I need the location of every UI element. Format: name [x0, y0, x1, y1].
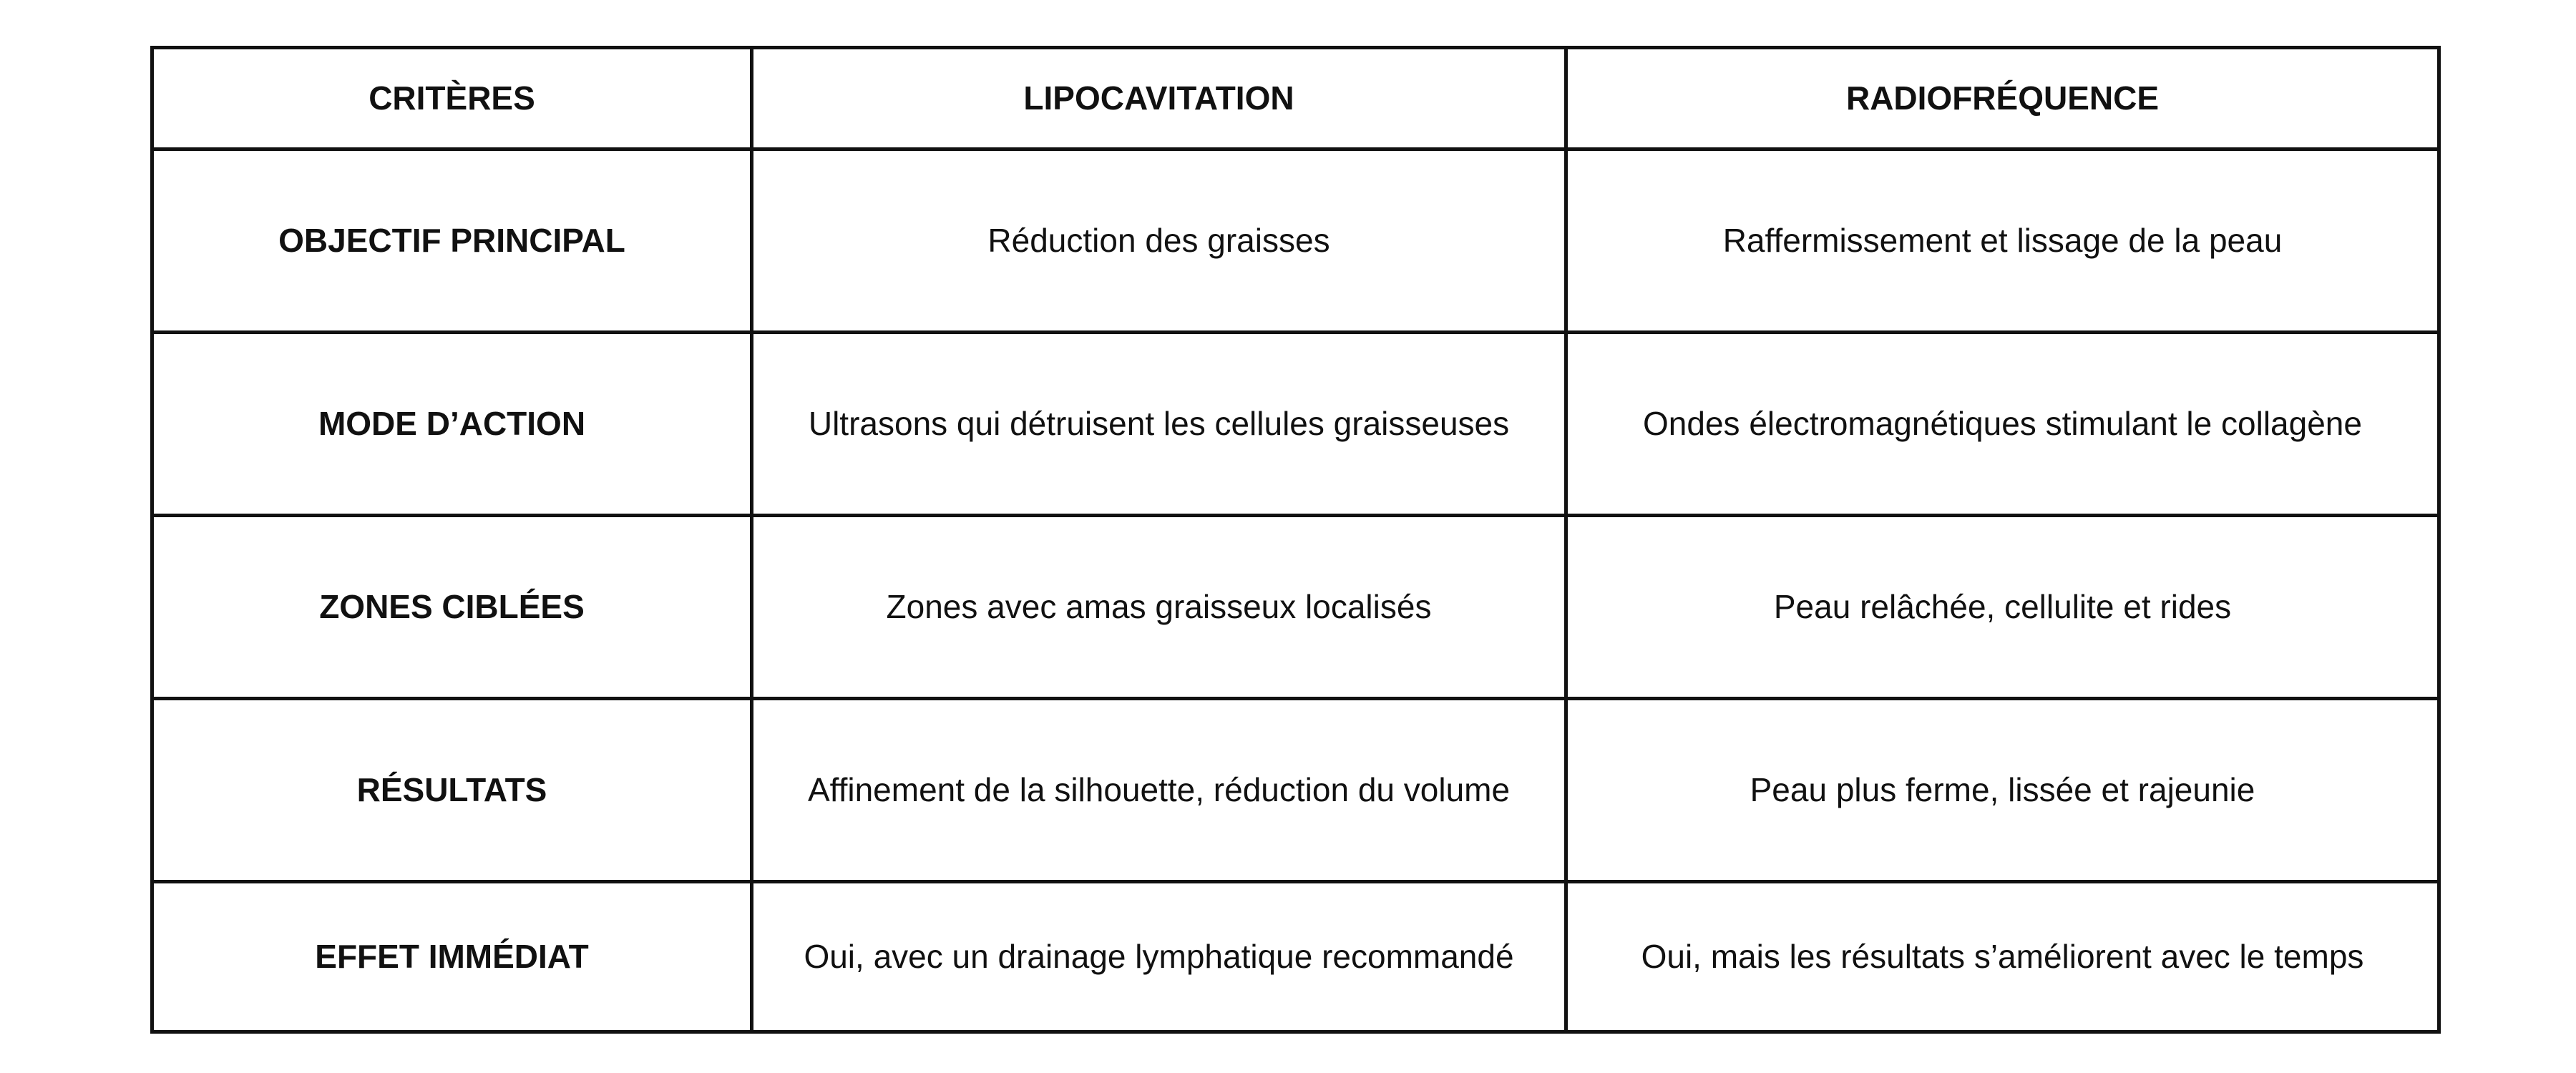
lipocavitation-cell: Affinement de la silhouette, réduction du volume	[752, 699, 1566, 882]
lipocavitation-cell: Zones avec amas graisseux localisés	[752, 516, 1566, 699]
lipocavitation-cell: Ultrasons qui détruisent les cellules graisseuses	[752, 333, 1566, 516]
table-row	[152, 516, 2439, 699]
radiofrequence-cell: Peau plus ferme, lissée et rajeunie	[1566, 699, 2439, 882]
comparison-table	[150, 46, 2441, 1034]
table-row	[152, 333, 2439, 516]
radiofrequence-cell: Peau relâchée, cellulite et rides	[1566, 516, 2439, 699]
table-row	[152, 882, 2439, 1032]
criterion-cell: OBJECTIF PRINCIPAL	[152, 150, 752, 333]
criterion-cell: EFFET IMMÉDIAT	[152, 882, 752, 1032]
header-criteres: CRITÈRES	[152, 48, 752, 150]
header-lipocavitation: LIPOCAVITATION	[752, 48, 1566, 150]
criterion-cell: ZONES CIBLÉES	[152, 516, 752, 699]
criterion-cell: MODE D’ACTION	[152, 333, 752, 516]
table-header-row	[152, 48, 2439, 150]
lipocavitation-cell: Oui, avec un drainage lymphatique recommandé	[752, 882, 1566, 1032]
comparison-table-container	[150, 46, 2437, 1033]
criterion-cell: RÉSULTATS	[152, 699, 752, 882]
header-radiofrequence: RADIOFRÉQUENCE	[1566, 48, 2439, 150]
table-row	[152, 699, 2439, 882]
radiofrequence-cell: Raffermissement et lissage de la peau	[1566, 150, 2439, 333]
table-row	[152, 150, 2439, 333]
lipocavitation-cell: Réduction des graisses	[752, 150, 1566, 333]
radiofrequence-cell: Oui, mais les résultats s’améliorent avec le temps	[1566, 882, 2439, 1032]
radiofrequence-cell: Ondes électromagnétiques stimulant le collagène	[1566, 333, 2439, 516]
